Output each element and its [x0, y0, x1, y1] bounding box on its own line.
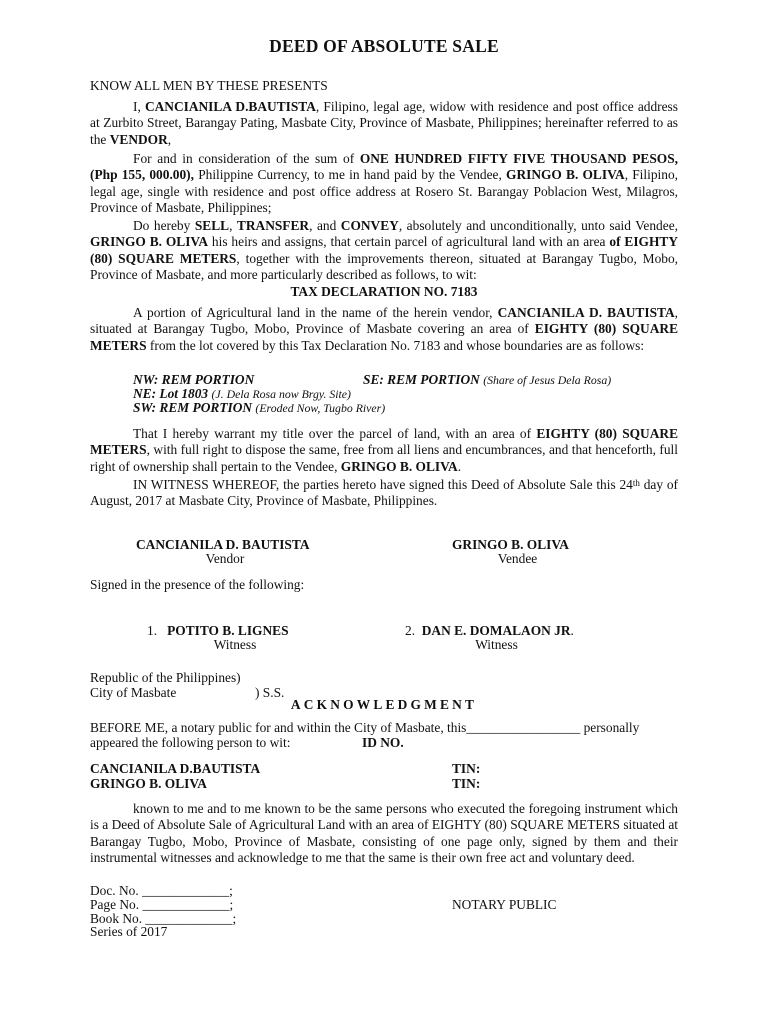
acknowledgment-body: known to me and to me known to be the same persons who executed the foregoing instrument which is a Deed of Absolute Sale of Agricultural Land with an area of EIGHTY (80) SQUARE METERS situated at Barangay Tugbo, Mobo, Province of Masbate, consisting of one page only, signed by them and their instrumental witnesses and acknowledge to me that the same is their own free act and voluntary deed.	[90, 801, 678, 866]
notary-public-label: NOTARY PUBLIC	[452, 897, 557, 912]
acknowledgment-intro: BEFORE ME, a notary public for and within the City of Masbate, this_________________ personally	[90, 720, 640, 735]
witness-1-role: Witness	[213, 637, 257, 652]
property-description-paragraph: A portion of Agricultural land in the name of the herein vendor, CANCIANILA D. BAUTISTA, situated at Barangay Tugbo, Mobo, Province of Masbate covering an area of EIGHTY (80) SQUARE METERS from the lot covered by this Tax Declaration No. 7183 and whose boundaries are as follows:	[90, 305, 679, 353]
witness-whereof-paragraph: IN WITNESS WHEREOF, the parties hereto have signed this Deed of Absolute Sale this 24th day of August, 2017 at Masbate City, Province of Masbate, Philippines.	[90, 477, 678, 509]
boundary-ne: NE: Lot 1803 (J. Dela Rosa now Brgy. Site)	[133, 386, 351, 401]
land-area: EIGHTY (80) SQUARE METERS	[90, 426, 679, 458]
witness-1: 1. POTITO B. LIGNES	[147, 623, 289, 638]
acknowledgment-heading: ACKNOWLEDGMENT	[290, 697, 478, 712]
page-number: Page No. _____________;	[90, 897, 234, 912]
tax-declaration-heading: TAX DECLARATION NO. 7183	[290, 284, 478, 299]
vendor-label: VENDOR	[109, 131, 168, 147]
vendee-name: GRINGO B. OLIVA	[506, 167, 625, 183]
venue-city: City of Masbate	[90, 685, 177, 700]
conveyance-paragraph: Do hereby SELL, TRANSFER, and CONVEY, absolutely and unconditionally, unto said Vendee, GRINGO B. OLIVA his heirs and assigns, that certain parcel of agricultural land with an area of EIGHTY (80) SQUARE METERS, together with the improvements thereon, situated at Barangay Tugbo, Mobo, Province of Masbate, and more particularly described as follows, to wit:	[90, 218, 678, 283]
vendor-paragraph: I, CANCIANILA D.BAUTISTA, Filipino, legal age, widow with residence and post office address at Zurbito Street, Barangay Pating, Masbate City, Province of Masbate, Philippines; hereinafter referred to as the VENDOR,	[90, 99, 678, 147]
vendee-name: GRINGO B. OLIVA	[340, 458, 458, 474]
boundary-nw: NW: REM PORTION	[133, 372, 255, 387]
person-1-name: CANCIANILA D.BAUTISTA	[90, 761, 261, 776]
document-title: DEED OF ABSOLUTE SALE	[269, 36, 499, 56]
vendor-signatory-name: CANCIANILA D. BAUTISTA	[136, 537, 310, 552]
doc-number: Doc. No. _____________;	[90, 883, 233, 898]
witness-2: 2. DAN E. DOMALAON JR.	[405, 623, 574, 638]
vendee-signatory-name: GRINGO B. OLIVA	[452, 537, 569, 552]
vendee-name: GRINGO B. OLIVA	[90, 234, 209, 250]
series-year: Series of 2017	[90, 924, 168, 939]
vendor-name: CANCIANILA D.BAUTISTA	[144, 99, 316, 114]
boundary-sw: SW: REM PORTION (Eroded Now, Tugbo River)	[133, 400, 386, 415]
venue-country: Republic of the Philippines)	[90, 670, 241, 685]
venue-ss: ) S.S.	[255, 685, 285, 700]
book-number: Book No. _____________;	[90, 911, 237, 926]
person-1-tin: TIN:	[452, 761, 481, 776]
preamble: KNOW ALL MEN BY THESE PRESENTS	[90, 78, 328, 93]
witness-2-name: DAN E. DOMALAON JR	[421, 623, 571, 638]
vendor-signatory-role: Vendor	[205, 551, 245, 566]
person-2-name: GRINGO B. OLIVA	[90, 776, 207, 791]
acknowledgment-intro-2: appeared the following person to wit:	[90, 735, 291, 750]
witness-1-name: POTITO B. LIGNES	[167, 623, 289, 638]
warranty-paragraph: That I hereby warrant my title over the parcel of land, with an area of EIGHTY (80) SQUARE METERS, with full right to dispose the same, free from all liens and encumbrances, and that henceforth, full right of ownership shall pertain to the Vendee, GRINGO B. OLIVA.	[90, 426, 679, 474]
date-blank: _________________	[466, 720, 581, 735]
consideration-paragraph: For and in consideration of the sum of ONE HUNDRED FIFTY FIVE THOUSAND PESOS, (Php 155, 000.00), Philippine Currency, to me in hand paid by the Vendee, GRINGO B. OLIVA, Filipino, legal age, single with residence and post office address at Rosero St. Barangay Poblacion West, Milagros, Province of Masbate, Philippines;	[90, 151, 678, 216]
presence-statement: Signed in the presence of the following:	[90, 577, 305, 592]
amount-words: ONE HUNDRED FIFTY FIVE THOUSAND PESOS, (Php 155, 000.00),	[90, 151, 678, 183]
id-number-label: ID NO.	[362, 735, 404, 750]
vendor-name: CANCIANILA D. BAUTISTA	[497, 305, 675, 320]
vendee-signatory-role: Vendee	[497, 551, 538, 566]
land-area: of EIGHTY (80) SQUARE METERS	[90, 234, 678, 266]
witness-2-role: Witness	[475, 637, 518, 652]
person-2-tin: TIN:	[452, 776, 481, 791]
boundary-se: SE: REM PORTION (Share of Jesus Dela Rosa)	[363, 372, 612, 387]
land-area: EIGHTY (80) SQUARE METERS	[90, 321, 679, 353]
